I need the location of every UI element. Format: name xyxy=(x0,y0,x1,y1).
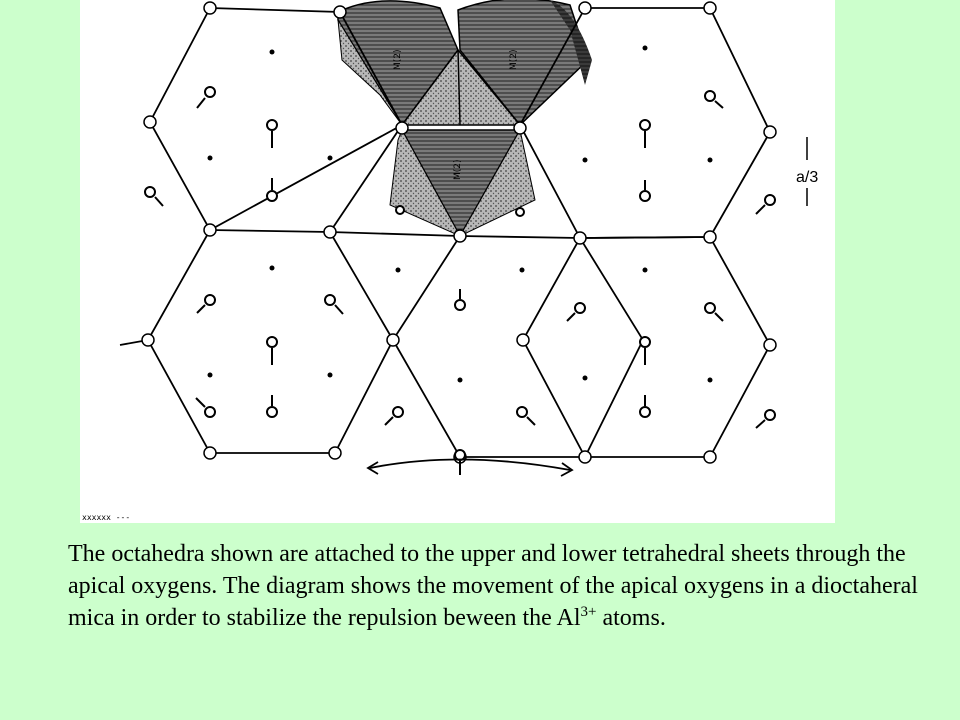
vertex-circle xyxy=(704,231,716,243)
dot xyxy=(708,158,713,163)
apical-oxygen xyxy=(205,87,215,97)
apical-oxygen xyxy=(393,407,403,417)
vertex-circle xyxy=(387,334,399,346)
apical-oxygen xyxy=(640,191,650,201)
vertex-circle xyxy=(144,116,156,128)
site-label: M(2) xyxy=(393,49,403,70)
mica-octahedral-diagram xyxy=(80,0,835,523)
vertex-circle xyxy=(579,2,591,14)
caption xyxy=(68,538,953,634)
dimension-label: a/3 xyxy=(796,169,819,186)
dot xyxy=(208,156,213,161)
apical-oxygen xyxy=(396,206,404,214)
vertex-circle xyxy=(704,451,716,463)
apical-oxygen xyxy=(705,303,715,313)
vertex-circle xyxy=(204,2,216,14)
apical-oxygen xyxy=(455,450,465,460)
dot xyxy=(643,46,648,51)
vertex-circle xyxy=(574,232,586,244)
site-label: M(2) xyxy=(453,159,463,180)
vertex-circle xyxy=(329,447,341,459)
apical-oxygen xyxy=(267,120,277,130)
dot xyxy=(208,373,213,378)
vertex-circle xyxy=(396,122,408,134)
dimension-marker xyxy=(796,137,818,206)
dot xyxy=(328,156,333,161)
vertex-circle xyxy=(454,230,466,242)
apical-oxygen xyxy=(705,91,715,101)
dot xyxy=(583,376,588,381)
dot xyxy=(396,268,401,273)
apical-oxygen xyxy=(205,407,215,417)
hexagon-bottom-center xyxy=(393,236,643,457)
vertex-circle xyxy=(514,122,526,134)
octahedra-group xyxy=(338,0,592,236)
vertex-circle xyxy=(334,6,346,18)
dot xyxy=(328,373,333,378)
vertex-circle xyxy=(764,339,776,351)
vertex-circle xyxy=(764,126,776,138)
vertex-circle xyxy=(704,2,716,14)
diagram-svg xyxy=(80,0,835,523)
apical-oxygen xyxy=(267,337,277,347)
apical-oxygen xyxy=(325,295,335,305)
apical-oxygen xyxy=(640,407,650,417)
apical-oxygen xyxy=(145,187,155,197)
vertex-circle xyxy=(324,226,336,238)
apical-oxygen xyxy=(765,195,775,205)
caption-text: The octahedra shown are attached to the upper and lower tetrahedral sheets through the apical oxygens. The diagram shows the movement of the apical oxygens in a dioctaheral mica in order to stabilize the repulsion beween the Al xyxy=(68,541,918,631)
caption-superscript: 3+ xyxy=(580,604,597,620)
rotation-arrow xyxy=(368,459,572,476)
vertex-circle xyxy=(204,224,216,236)
apical-oxygen xyxy=(517,407,527,417)
apical-oxygen xyxy=(516,208,524,216)
apical-oxygen xyxy=(455,300,465,310)
corner-fragment: xxxxxx --- xyxy=(82,513,131,522)
dot xyxy=(520,268,525,273)
vertex-circle xyxy=(579,451,591,463)
apical-oxygen xyxy=(267,407,277,417)
dot xyxy=(583,158,588,163)
apical-oxygen xyxy=(765,410,775,420)
caption-tail: atoms. xyxy=(596,605,666,631)
vertex-circle xyxy=(142,334,154,346)
vertex-circle xyxy=(517,334,529,346)
vertex-circle xyxy=(204,447,216,459)
dot xyxy=(458,378,463,383)
apical-oxygen xyxy=(640,337,650,347)
dot xyxy=(270,50,275,55)
apical-oxygen xyxy=(205,295,215,305)
dot xyxy=(643,268,648,273)
dot xyxy=(270,266,275,271)
apical-oxygen xyxy=(575,303,585,313)
apical-oxygen xyxy=(267,191,277,201)
site-label: M(2) xyxy=(509,49,519,70)
dot xyxy=(708,378,713,383)
apical-oxygen xyxy=(640,120,650,130)
